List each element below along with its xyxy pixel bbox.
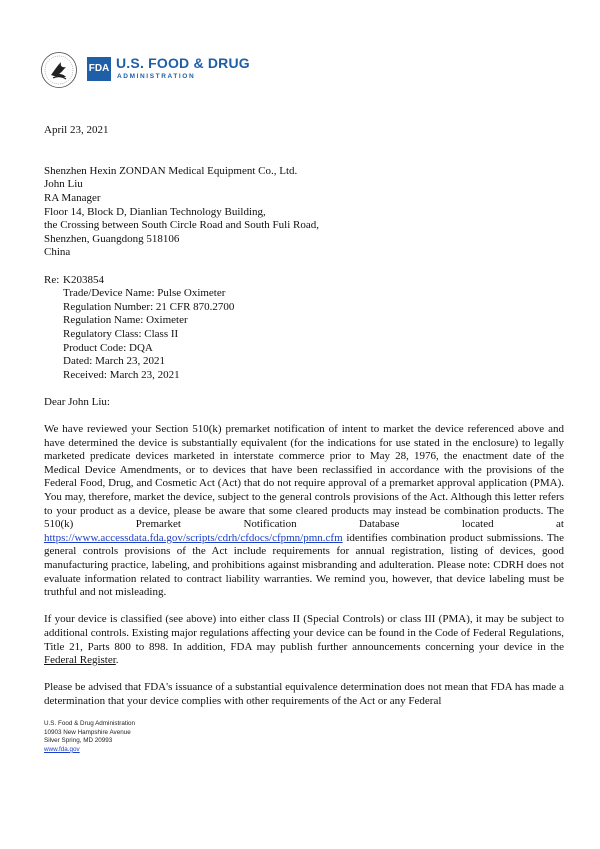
recipient-line: China [44,246,71,259]
recipient-line: RA Manager [44,191,101,204]
re-detail: Trade/Device Name: Pulse Oximeter [63,287,226,300]
re-detail: Regulation Number: 21 CFR 870.2700 [63,300,235,313]
paragraph-1-text-b: identifies combination product submissions. The general controls provisions of the Act include requirements for annual registration, listing of devices, good manufacturing practice, labeling, and prohibitions against misbranding and adulteration. Please note: CDRH does not evaluate information related to contract liability warranties. We remind you, however, that device labeling must be truthful and not misleading. [44,531,565,599]
pmn-database-link[interactable]: https://www.accessdata.fda.gov/scripts/cdrh/cfdocs/cfpmn/pmn.cfm [44,531,343,544]
letter-body [44,124,564,709]
paragraph-1-text-a: We have reviewed your Section 510(k) premarket notification of intent to market the device referenced above and have determined the device is substantially equivalent (for the indications for use stated in the enclosure) to legally marketed predicate devices marketed in interstate commerce prior to May 28, 1976, the enactment date of the Medical Device Amendments, or to devices that have been reclassified in accordance with the provisions of the Federal Food, Drug, and Cosmetic Act (Act) that do not require approval of a premarket approval application (PMA). You may, therefore, market the device, subject to the general controls provisions of the Act. Although this letter refers to your product as a device, please be aware that some cleared products may instead be combination products. The 510(k) Premarket Notification Database located at [44,423,564,531]
recipient-line: the Crossing between South Circle Road and South Fuli Road, [44,219,319,232]
paragraph-2-text: If your device is classified (see above) into either class II (Special Controls) or class III (PMA), it may be subject to additional controls. Existing major regulations affecting your device can be found in the Code of Federal Regulations, Title 21, Parts 800 to 898. In addition, FDA may publish further announcements concerning your device in the [44,613,564,653]
footer-address [44,720,135,754]
paragraph-3: Please be advised that FDA's issuance of a substantial equivalence determination does not mean that FDA has made a determination that your device complies with other requirements of the Act or any Federal [44,681,564,707]
recipient-block [44,165,564,260]
agency-name: U.S. FOOD & DRUG [116,55,250,71]
recipient-line: Floor 14, Block D, Dianlian Technology Building, [44,205,266,218]
agency-subtitle: ADMINISTRATION [117,73,196,80]
footer-line: 10903 New Hampshire Avenue [44,728,131,736]
federal-register-link[interactable]: Federal Register [44,654,116,667]
recipient-line: John Liu [44,178,83,191]
re-detail: Dated: March 23, 2021 [63,355,166,368]
letterhead [40,51,300,91]
re-detail: Regulation Name: Oximeter [63,314,188,327]
letter-date: April 23, 2021 [44,124,109,136]
re-label: Re: [44,273,60,286]
fda-website-link[interactable]: www.fda.gov [44,745,80,753]
re-detail: Product Code: DQA [63,341,153,354]
paragraph-2: If your device is classified (see above) into either class II (Special Controls) or class III (PMA), it may be subject to additional controls. Existing major regulations affecting your device can be found in the Code of Federal Regulations, Title 21, Parts 800 to 898. In addition, FDA may publish further announcements concerning your device in the Federal Register. [44,613,564,667]
recipient-line: Shenzhen Hexin ZONDAN Medical Equipment Co., Ltd. [44,164,298,177]
salutation: Dear John Liu: [44,395,110,408]
reference-block [44,274,564,383]
fda-logo-box: FDA [87,57,111,81]
re-number: K203854 [63,273,104,286]
paragraph-1 [44,423,564,600]
recipient-line: Shenzhen, Guangdong 518106 [44,232,180,245]
re-detail: Regulatory Class: Class II [63,327,179,340]
footer-line: Silver Spring, MD 20993 [44,737,113,745]
re-detail: Received: March 23, 2021 [63,368,180,381]
hhs-eagle-seal-icon [40,51,78,89]
footer-line: U.S. Food & Drug Administration [44,720,135,727]
